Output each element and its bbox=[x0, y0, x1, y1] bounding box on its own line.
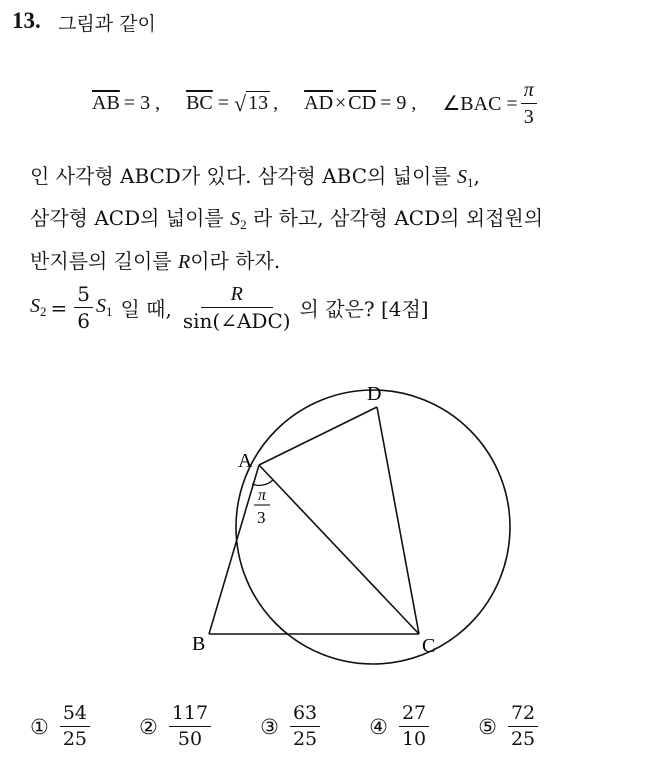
question-number: 13. bbox=[12, 8, 41, 33]
r-over-sin bbox=[183, 284, 291, 331]
choice-fraction: $\frac{54}{25}$ bbox=[60, 704, 90, 749]
choice-5[interactable] bbox=[478, 704, 541, 749]
s2-lhs: $S_2$ bbox=[30, 295, 47, 319]
ask-text: 의 값은? [4점] bbox=[299, 297, 429, 321]
segment-a-d bbox=[259, 407, 377, 465]
equals: = bbox=[50, 295, 68, 320]
line2-text-a: 삼각형 ACD의 넓이를 bbox=[30, 206, 224, 230]
circumcircle bbox=[236, 390, 510, 664]
geometry-figure bbox=[0, 380, 652, 670]
body-line-2 bbox=[30, 202, 543, 233]
angle-den: 3 bbox=[523, 106, 534, 128]
r-num: R bbox=[201, 284, 273, 308]
answer-choices bbox=[30, 704, 587, 749]
segment-b-a bbox=[209, 465, 259, 634]
choice-marker: ① bbox=[30, 714, 49, 739]
angle-label-den: 3 bbox=[257, 508, 266, 527]
frac-num: 5 bbox=[74, 284, 93, 308]
sqrt-radicand: 13 bbox=[248, 91, 269, 114]
choice-marker: ② bbox=[139, 714, 158, 739]
segment-ab: $\overline{AB}$ bbox=[92, 92, 120, 114]
s2-symbol: $S_2$ bbox=[230, 208, 247, 232]
choice-marker: ④ bbox=[369, 714, 388, 739]
segment-d-c bbox=[377, 407, 419, 634]
s1-symbol: $S_1$ bbox=[457, 166, 474, 190]
s1-rhs: $S_1$ bbox=[96, 295, 113, 319]
line3-text-b: 이라 하자. bbox=[190, 249, 281, 273]
body-line-3 bbox=[30, 245, 280, 274]
bc-comma: , bbox=[273, 92, 279, 114]
line1-comma: , bbox=[473, 164, 480, 188]
five-sixths bbox=[74, 284, 93, 331]
choice-fraction: $\frac{72}{25}$ bbox=[508, 704, 538, 749]
times-sign: × bbox=[335, 92, 347, 114]
choice-fraction: $\frac{27}{10}$ bbox=[399, 704, 429, 749]
sqrt-13: √ 13 bbox=[234, 90, 269, 116]
choice-2[interactable] bbox=[139, 704, 214, 749]
body-line-1 bbox=[30, 160, 480, 191]
body-line-4 bbox=[30, 284, 429, 331]
frac-den: 6 bbox=[77, 309, 90, 333]
ab-value: = 3 , bbox=[123, 92, 161, 114]
choice-1[interactable] bbox=[30, 704, 93, 749]
when-text: 일 때, bbox=[120, 297, 172, 321]
segment-bc: $\overline{BC}$ bbox=[186, 92, 213, 114]
choice-marker: ⑤ bbox=[478, 714, 497, 739]
choice-marker: ③ bbox=[260, 714, 279, 739]
choice-4[interactable] bbox=[369, 704, 432, 749]
segment-a-c bbox=[259, 465, 419, 634]
adcd-value: = 9 , bbox=[380, 92, 417, 114]
angle-num: π bbox=[521, 80, 537, 104]
line3-text-a: 반지름의 길이를 bbox=[30, 249, 172, 273]
angle-fraction bbox=[521, 80, 537, 127]
choice-fraction: $\frac{63}{25}$ bbox=[290, 704, 320, 749]
conditions bbox=[92, 80, 540, 127]
segment-cd: $\overline{CD}$ bbox=[348, 92, 377, 114]
label-a: A bbox=[238, 450, 253, 472]
choice-3[interactable] bbox=[260, 704, 323, 749]
sin-den: sin(∠ADC) bbox=[182, 309, 291, 333]
line1-text: 인 사각형 ABCD가 있다. 삼각형 ABC의 넓이를 bbox=[30, 164, 451, 188]
choice-fraction: $\frac{117}{50}$ bbox=[169, 704, 211, 749]
label-d: D bbox=[367, 383, 382, 405]
segment-ad: $\overline{AD}$ bbox=[304, 92, 334, 114]
question-title: 그림과 같이 bbox=[58, 13, 156, 35]
angle-label-num: π bbox=[258, 487, 267, 504]
label-b: B bbox=[192, 633, 206, 655]
r-symbol: R bbox=[177, 251, 191, 273]
label-c: C bbox=[422, 635, 436, 657]
bc-eq: = bbox=[217, 92, 230, 114]
line2-text-b: 라 하고, 삼각형 ACD의 외접원의 bbox=[252, 206, 544, 230]
angle-bac: ∠BAC = bbox=[442, 93, 518, 115]
